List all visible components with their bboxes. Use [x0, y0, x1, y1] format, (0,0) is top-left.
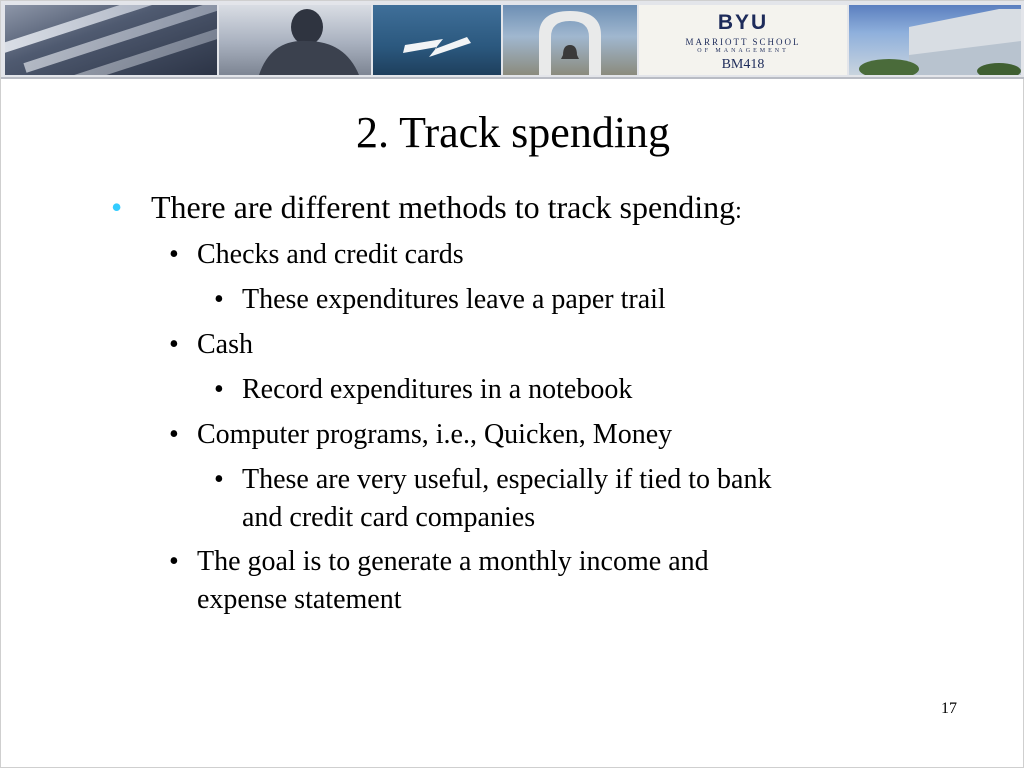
bullet-level2-text: The goal is to generate a monthly income and: [197, 546, 709, 577]
bullet-level2: [169, 327, 253, 363]
bullet-marker: •: [214, 464, 224, 495]
bullet-level1: [111, 187, 742, 231]
bullet-marker: •: [214, 284, 224, 315]
slide-title: 2. Track spending: [355, 108, 671, 157]
logo-school-subname: OF MANAGEMENT: [697, 48, 789, 54]
bullet-marker: •: [214, 374, 224, 405]
bullet-level2-continuation: [197, 582, 401, 618]
bullet-level2-text: expense statement: [197, 584, 402, 615]
bullet-level3-text: These are very useful, especially if tied to bank: [242, 464, 772, 495]
bullet-level2-text: Computer programs, i.e., Quicken, Money: [197, 419, 673, 450]
logo-byu: BYU: [717, 11, 769, 34]
bullet-level1-text: There are different methods to track spending: [151, 189, 736, 225]
bullet-level2-text: Cash: [197, 329, 253, 360]
bullet-level2: [169, 544, 709, 580]
bullet-level1-colon: :: [735, 198, 742, 224]
bullet-level2-text: Checks and credit cards: [197, 239, 464, 270]
bullet-marker: •: [169, 419, 179, 450]
page-number: 17: [941, 700, 957, 717]
bullet-level2: [169, 237, 464, 273]
bullet-level3-continuation: [242, 500, 535, 536]
bullet-level2: [169, 417, 673, 453]
bullet-marker: •: [169, 329, 179, 360]
bullet-marker: •: [169, 239, 179, 270]
bullet-level3-text: and credit card companies: [242, 502, 536, 533]
bullet-level3: [214, 372, 633, 408]
bullet-marker: •: [169, 546, 179, 577]
bullet-level3-text: Record expenditures in a notebook: [242, 374, 633, 405]
slide-body: [1, 1, 1024, 769]
bullet-level3: [214, 282, 666, 318]
logo-school-name: MARRIOTT SCHOOL: [685, 37, 801, 47]
bullet-level3-text: These expenditures leave a paper trail: [242, 284, 666, 315]
bullet-marker: •: [111, 189, 123, 225]
bullet-level3: [214, 462, 772, 498]
course-code: BM418: [721, 57, 765, 72]
